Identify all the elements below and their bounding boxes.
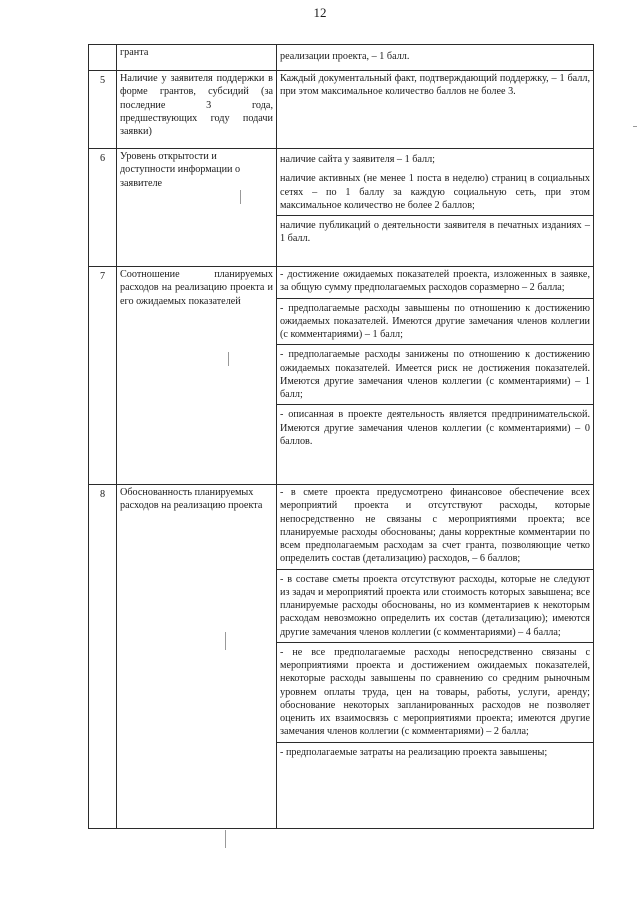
table-row [89, 485, 594, 829]
score-item: - достижение ожидаемых показателей проекта, изложенных в заявке, за общую сумму предполагаемых расходов соразмерно – 2 балла; [280, 269, 590, 294]
score-item: - в составе сметы проекта отсутствуют расходы, которые не следуют из задач и мероприятий проекта или стоимость которых завышена; все планируемые расходы обоснованы, но из комментариев к некоторым расходам невозможно определить их состав (детализацию); имеются другие замечания членов коллегии (с комментариями) – 4 балла; [280, 573, 590, 638]
row-number: 7 [89, 267, 117, 485]
score-cell [277, 149, 594, 267]
score-item: Каждый документальный факт, подтверждающий поддержку, – 1 балл, при этом максимальное количество баллов не более 3. [280, 73, 590, 98]
criteria-table [88, 44, 594, 829]
score-cell [277, 71, 594, 149]
criterion-text: гранта [120, 47, 149, 58]
criterion-cell [117, 71, 277, 149]
criterion-cell [117, 149, 277, 267]
scan-mark [240, 190, 241, 204]
score-item: - описанная в проекте деятельность является предпринимательской. Имеются другие замечания членов коллегии (с комментариями) – 0 баллов. [280, 409, 590, 447]
divider [277, 569, 593, 570]
criterion-text: Обоснованность планируемых расходов на реализацию проекта [120, 487, 263, 512]
row-number [89, 45, 117, 71]
score-item: наличие активных (не менее 1 поста в неделю) страниц в социальных сетях – по 1 баллу за каждую социальную сеть, при этом максимальное количество не более 2 баллов; [280, 173, 590, 211]
divider [277, 215, 593, 216]
score-item: - предполагаемые расходы занижены по отношению к достижению ожидаемых показателей. Имеется риск не достижения показателей. Имеются другие замечания членов коллегии (с комментариями) – 1 балл; [280, 349, 590, 400]
score-item: - предполагаемые затраты на реализацию проекта завышены; [280, 746, 548, 758]
score-item: реализации проекта, – 1 балл. [280, 51, 410, 62]
scan-mark [225, 632, 226, 650]
table-row [89, 71, 594, 149]
score-item: - в смете проекта предусмотрено финансовое обеспечение всех мероприятий проекта и отсутствуют расходы, которые непосредственно не связаны с мероприятиями проекта; все планируемые расходы обоснованы; даны корректные комментарии по всем предполагаемым расходам за счет гранта, позволяющие четко определить состав (детализацию) расходов, – 6 баллов; [280, 487, 590, 565]
score-item: наличие публикаций о деятельности заявителя в печатных изданиях – 1 балл. [280, 220, 590, 245]
row-number: 5 [89, 71, 117, 149]
divider [277, 642, 593, 643]
page-number: 12 [313, 5, 327, 20]
score-cell [277, 267, 594, 485]
divider [277, 404, 593, 405]
criterion-cell [117, 485, 277, 829]
criterion-cell [117, 267, 277, 485]
divider [277, 742, 593, 743]
table-row [89, 149, 594, 267]
criterion-text: Уровень открытости и доступности информации о заявителе [120, 151, 241, 189]
score-item: - предполагаемые расходы завышены по отношению к достижению ожидаемых показателей. Имеются другие замечания членов коллегии (с комментариями) – 1 балл; [280, 302, 590, 340]
divider [277, 344, 593, 345]
score-cell [277, 45, 594, 71]
scan-mark [228, 352, 229, 366]
criterion-cell [117, 45, 277, 71]
scan-mark [225, 830, 226, 848]
score-item: наличие сайта у заявителя – 1 балл; [280, 154, 436, 165]
table-row [89, 45, 594, 71]
score-cell [277, 485, 594, 829]
criterion-text: Наличие у заявителя поддержки в форме грантов, субсидий (за последние 3 года, предшествующих году подачи заявки) [120, 73, 273, 137]
table-row [89, 267, 594, 485]
row-number: 6 [89, 149, 117, 267]
row-number: 8 [89, 485, 117, 829]
scan-mark [633, 126, 637, 127]
divider [277, 298, 593, 299]
score-item: - не все предполагаемые расходы непосредственно связаны с мероприятиями проекта и достижением ожидаемых показателей, некоторые расходы завышены по сравнению со средним рыночным уровнем оплаты труда, цен на товары, работы, услуги, аренду; обоснование некоторых запланированных расходов не позволяет оценить их взаимосвязь с мероприятиями проекта; имеются другие замечания членов коллегии (с комментариями) – 2 балла; [280, 646, 590, 738]
criterion-text: Соотношение планируемых расходов на реализацию проекта и его ожидаемых показателей [120, 269, 273, 307]
